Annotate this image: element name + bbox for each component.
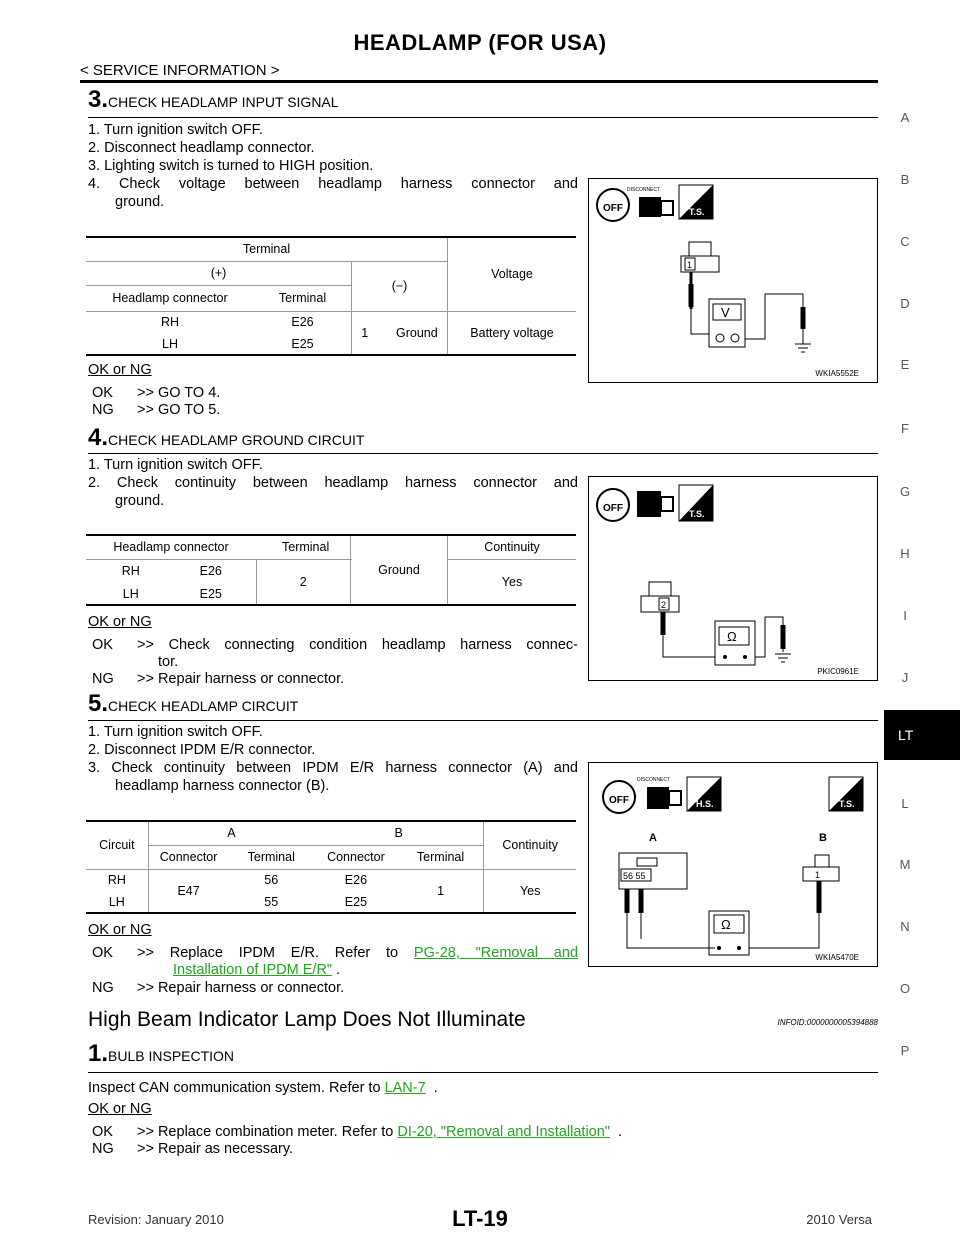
step-1-text <box>88 1080 438 1097</box>
ng-result: >> Repair harness or connector. <box>137 980 345 996</box>
cell-e47: E47 <box>148 869 228 913</box>
cell-e25: E25 <box>199 586 222 601</box>
step-title: CHECK HEADLAMP GROUND CIRCUIT <box>108 432 365 448</box>
step-1-text-pre: Inspect CAN communication system. Refer to <box>88 1080 381 1096</box>
step-5-heading <box>88 690 298 718</box>
side-index-b[interactable]: B <box>900 172 910 187</box>
ts-label: T.S. <box>839 799 855 809</box>
cell-term-1: 1 <box>361 325 369 340</box>
step-5-item-1: 1. Turn ignition switch OFF. <box>88 724 263 740</box>
side-index-m[interactable]: M <box>899 857 911 872</box>
step-3-item-3: 3. Lighting switch is turned to HIGH position. <box>88 158 374 174</box>
step-4-item-1: 1. Turn ignition switch OFF. <box>88 457 263 473</box>
cell-e25: E25 <box>254 333 352 355</box>
th-b-terminal: Terminal <box>398 845 484 869</box>
th-continuity: Continuity <box>448 535 577 559</box>
ok-result: >> Check connecting condition headlamp harness connec- <box>137 637 578 653</box>
side-index-o[interactable]: O <box>899 981 911 996</box>
ok-result-cont: tor. <box>158 654 179 670</box>
ng-result: >> Repair harness or connector. <box>137 671 345 687</box>
pin-b-label: 1 <box>815 870 821 880</box>
ng-label: NG <box>92 980 114 996</box>
lan7-link[interactable]: LAN-7 <box>384 1080 426 1096</box>
cell-battery-voltage: Battery voltage <box>448 311 577 355</box>
footer-model: 2010 Versa <box>806 1212 872 1227</box>
step-5-item-3-cont: headlamp harness connector (B). <box>115 778 330 794</box>
side-index-f[interactable]: F <box>901 421 909 436</box>
step-3-item-1: 1. Turn ignition switch OFF. <box>88 122 263 138</box>
cell-term-2: 2 <box>256 559 351 605</box>
pins-a-label: 56 55 <box>623 871 646 881</box>
step-3-item-4-cont: ground. <box>115 194 165 210</box>
cell-yes: Yes <box>484 869 576 913</box>
side-index-lt[interactable]: LT <box>884 710 960 760</box>
side-index-i[interactable]: I <box>903 608 907 623</box>
side-index-c[interactable]: C <box>900 234 910 249</box>
step-title: CHECK HEADLAMP CIRCUIT <box>108 698 299 714</box>
off-icon-label: OFF <box>603 503 623 514</box>
step-3-heading <box>88 86 339 114</box>
figure-circuit-check <box>588 762 878 967</box>
side-index-j[interactable]: J <box>901 670 909 685</box>
footer-revision: Revision: January 2010 <box>88 1212 224 1227</box>
cell-lh: LH <box>86 333 254 355</box>
cell-term-ground <box>352 311 448 355</box>
side-index-a[interactable]: A <box>900 110 910 125</box>
cell-term-1: 1 <box>398 869 484 913</box>
th-a-terminal: Terminal <box>228 845 314 869</box>
th-terminal-col: Terminal <box>254 285 352 311</box>
step-number: 1. <box>88 1040 109 1067</box>
th-b-connector: Connector <box>314 845 398 869</box>
step-5-table <box>86 820 576 914</box>
connector-a-label: A <box>649 832 657 844</box>
step-3-item-4: 4. Check voltage between headlamp harness connector and <box>88 176 578 192</box>
circuit-check-diagram <box>589 763 877 966</box>
ok-label: OK <box>92 945 113 961</box>
side-index-e[interactable]: E <box>900 357 910 372</box>
ok-result <box>137 1124 622 1141</box>
section-breadcrumb: < SERVICE INFORMATION > <box>80 62 280 79</box>
ok-or-ng-label: OK or NG <box>88 1101 152 1117</box>
side-index-p[interactable]: P <box>900 1043 910 1058</box>
ok-result-period: . <box>336 962 341 978</box>
pin-label: 1 <box>687 260 693 270</box>
step-3-item-2: 2. Disconnect headlamp connector. <box>88 140 315 156</box>
figure-caption: WKIA5470E <box>815 953 859 962</box>
ok-label: OK <box>92 385 113 401</box>
cell-rh: RH <box>107 873 126 888</box>
ng-label: NG <box>92 671 114 687</box>
ok-or-ng-label: OK or NG <box>88 922 152 938</box>
step-number: 4. <box>88 424 109 451</box>
ohmmeter-label: Ω <box>727 629 737 644</box>
step-5-item-2: 2. Disconnect IPDM E/R connector. <box>88 742 316 758</box>
th-headlamp-connector: Headlamp connector <box>86 535 256 559</box>
ok-result-period: . <box>618 1124 623 1140</box>
di20-link[interactable]: DI-20, "Removal and Installation" <box>397 1124 610 1140</box>
ts-label: T.S. <box>689 509 705 519</box>
side-index-n[interactable]: N <box>900 919 910 934</box>
th-circuit: Circuit <box>86 821 148 869</box>
step-rule <box>88 720 878 721</box>
step-5-item-3: 3. Check continuity between IPDM E/R harness connector (A) and <box>88 760 578 776</box>
step-4-table <box>86 534 576 606</box>
step-1-text-post: . <box>433 1080 438 1096</box>
ng-label: NG <box>92 1141 114 1157</box>
step-title: CHECK HEADLAMP INPUT SIGNAL <box>108 94 339 110</box>
side-index-l[interactable]: L <box>901 796 909 811</box>
cell-55: 55 <box>228 891 314 913</box>
th-a: A <box>148 821 314 845</box>
ok-result <box>137 945 578 962</box>
ts-label: T.S. <box>689 207 705 217</box>
ng-result: >> Repair as necessary. <box>137 1141 294 1157</box>
page-number: LT-19 <box>452 1206 508 1231</box>
cell-lh: LH <box>122 586 139 601</box>
cell-ground: Ground <box>351 535 448 605</box>
step-number: 3. <box>88 86 109 113</box>
th-voltage: Voltage <box>448 237 577 311</box>
off-icon-label: OFF <box>609 795 629 806</box>
cell-rh: RH <box>160 315 180 330</box>
ok-or-ng-label: OK or NG <box>88 614 152 630</box>
ok-result-text: >> Replace IPDM E/R. Refer to <box>137 945 399 961</box>
ok-label: OK <box>92 1124 113 1140</box>
th-terminal: Terminal <box>86 237 448 261</box>
step-title: BULB INSPECTION <box>108 1048 235 1064</box>
hs-label: H.S. <box>696 799 714 809</box>
step-rule <box>88 453 878 454</box>
th-continuity: Continuity <box>484 821 576 869</box>
side-index-g[interactable]: G <box>899 484 911 499</box>
pg28-link-cont[interactable]: Installation of IPDM E/R" <box>173 962 333 978</box>
disconnect-label: DISCONNECT <box>637 777 671 783</box>
step-4-heading <box>88 424 364 452</box>
step-1-heading <box>88 1040 234 1068</box>
th-a-connector: Connector <box>148 845 228 869</box>
disconnect-label: DISCONNECT <box>627 187 661 193</box>
figure-caption: PKIC0961E <box>817 667 859 676</box>
step-4-item-2-cont: ground. <box>115 493 165 509</box>
voltmeter-label: V <box>721 305 730 320</box>
cell-rh: RH <box>121 564 140 579</box>
cell-ground: Ground <box>396 325 438 340</box>
header-rule <box>80 80 878 83</box>
cell-rh-e26 <box>86 559 256 583</box>
step-rule <box>88 1072 878 1073</box>
ground-check-diagram <box>589 477 877 680</box>
step-3-table <box>86 236 576 356</box>
page-title: HEADLAMP (FOR USA) <box>353 30 607 55</box>
figure-voltage-check <box>588 178 878 383</box>
off-icon-label: OFF <box>603 203 623 214</box>
ng-label: NG <box>92 402 114 418</box>
pin-label: 2 <box>661 600 667 610</box>
figure-caption: WKIA5552E <box>815 369 859 378</box>
step-rule <box>88 117 878 118</box>
th-minus: (−) <box>352 261 448 311</box>
ng-result: >> GO TO 5. <box>137 402 221 418</box>
cell-lh: LH <box>86 891 148 913</box>
cell-e26: E26 <box>291 315 314 330</box>
side-index-d[interactable]: D <box>900 296 910 311</box>
th-plus: (+) <box>86 261 352 285</box>
ok-result: >> GO TO 4. <box>137 385 221 401</box>
ok-result-cont <box>173 962 340 979</box>
ok-result-text: >> Replace combination meter. Refer to <box>137 1124 394 1140</box>
info-id: INFOID:0000000005394888 <box>777 1018 878 1027</box>
section-heading: High Beam Indicator Lamp Does Not Illuminate <box>88 1008 526 1031</box>
cell-lh-e25 <box>86 583 256 605</box>
th-headlamp-connector: Headlamp connector <box>86 285 254 311</box>
cell-yes: Yes <box>448 559 577 605</box>
ohmmeter-label: Ω <box>721 917 731 932</box>
step-4-item-2: 2. Check continuity between headlamp harness connector and <box>88 475 578 491</box>
step-number: 5. <box>88 690 109 717</box>
cell-e26: E26 <box>344 873 368 888</box>
th-terminal: Terminal <box>256 535 351 559</box>
cell-56: 56 <box>264 873 279 888</box>
pg28-link[interactable]: PG-28, "Removal and <box>413 945 579 961</box>
connector-b-label: B <box>819 832 827 844</box>
th-b: B <box>314 821 484 845</box>
ok-label: OK <box>92 637 113 653</box>
cell-e26: E26 <box>199 564 222 579</box>
side-index-h[interactable]: H <box>900 546 910 561</box>
figure-ground-check <box>588 476 878 681</box>
voltage-check-diagram <box>589 179 877 382</box>
cell-e25: E25 <box>314 891 398 913</box>
ok-or-ng-label: OK or NG <box>88 362 152 378</box>
